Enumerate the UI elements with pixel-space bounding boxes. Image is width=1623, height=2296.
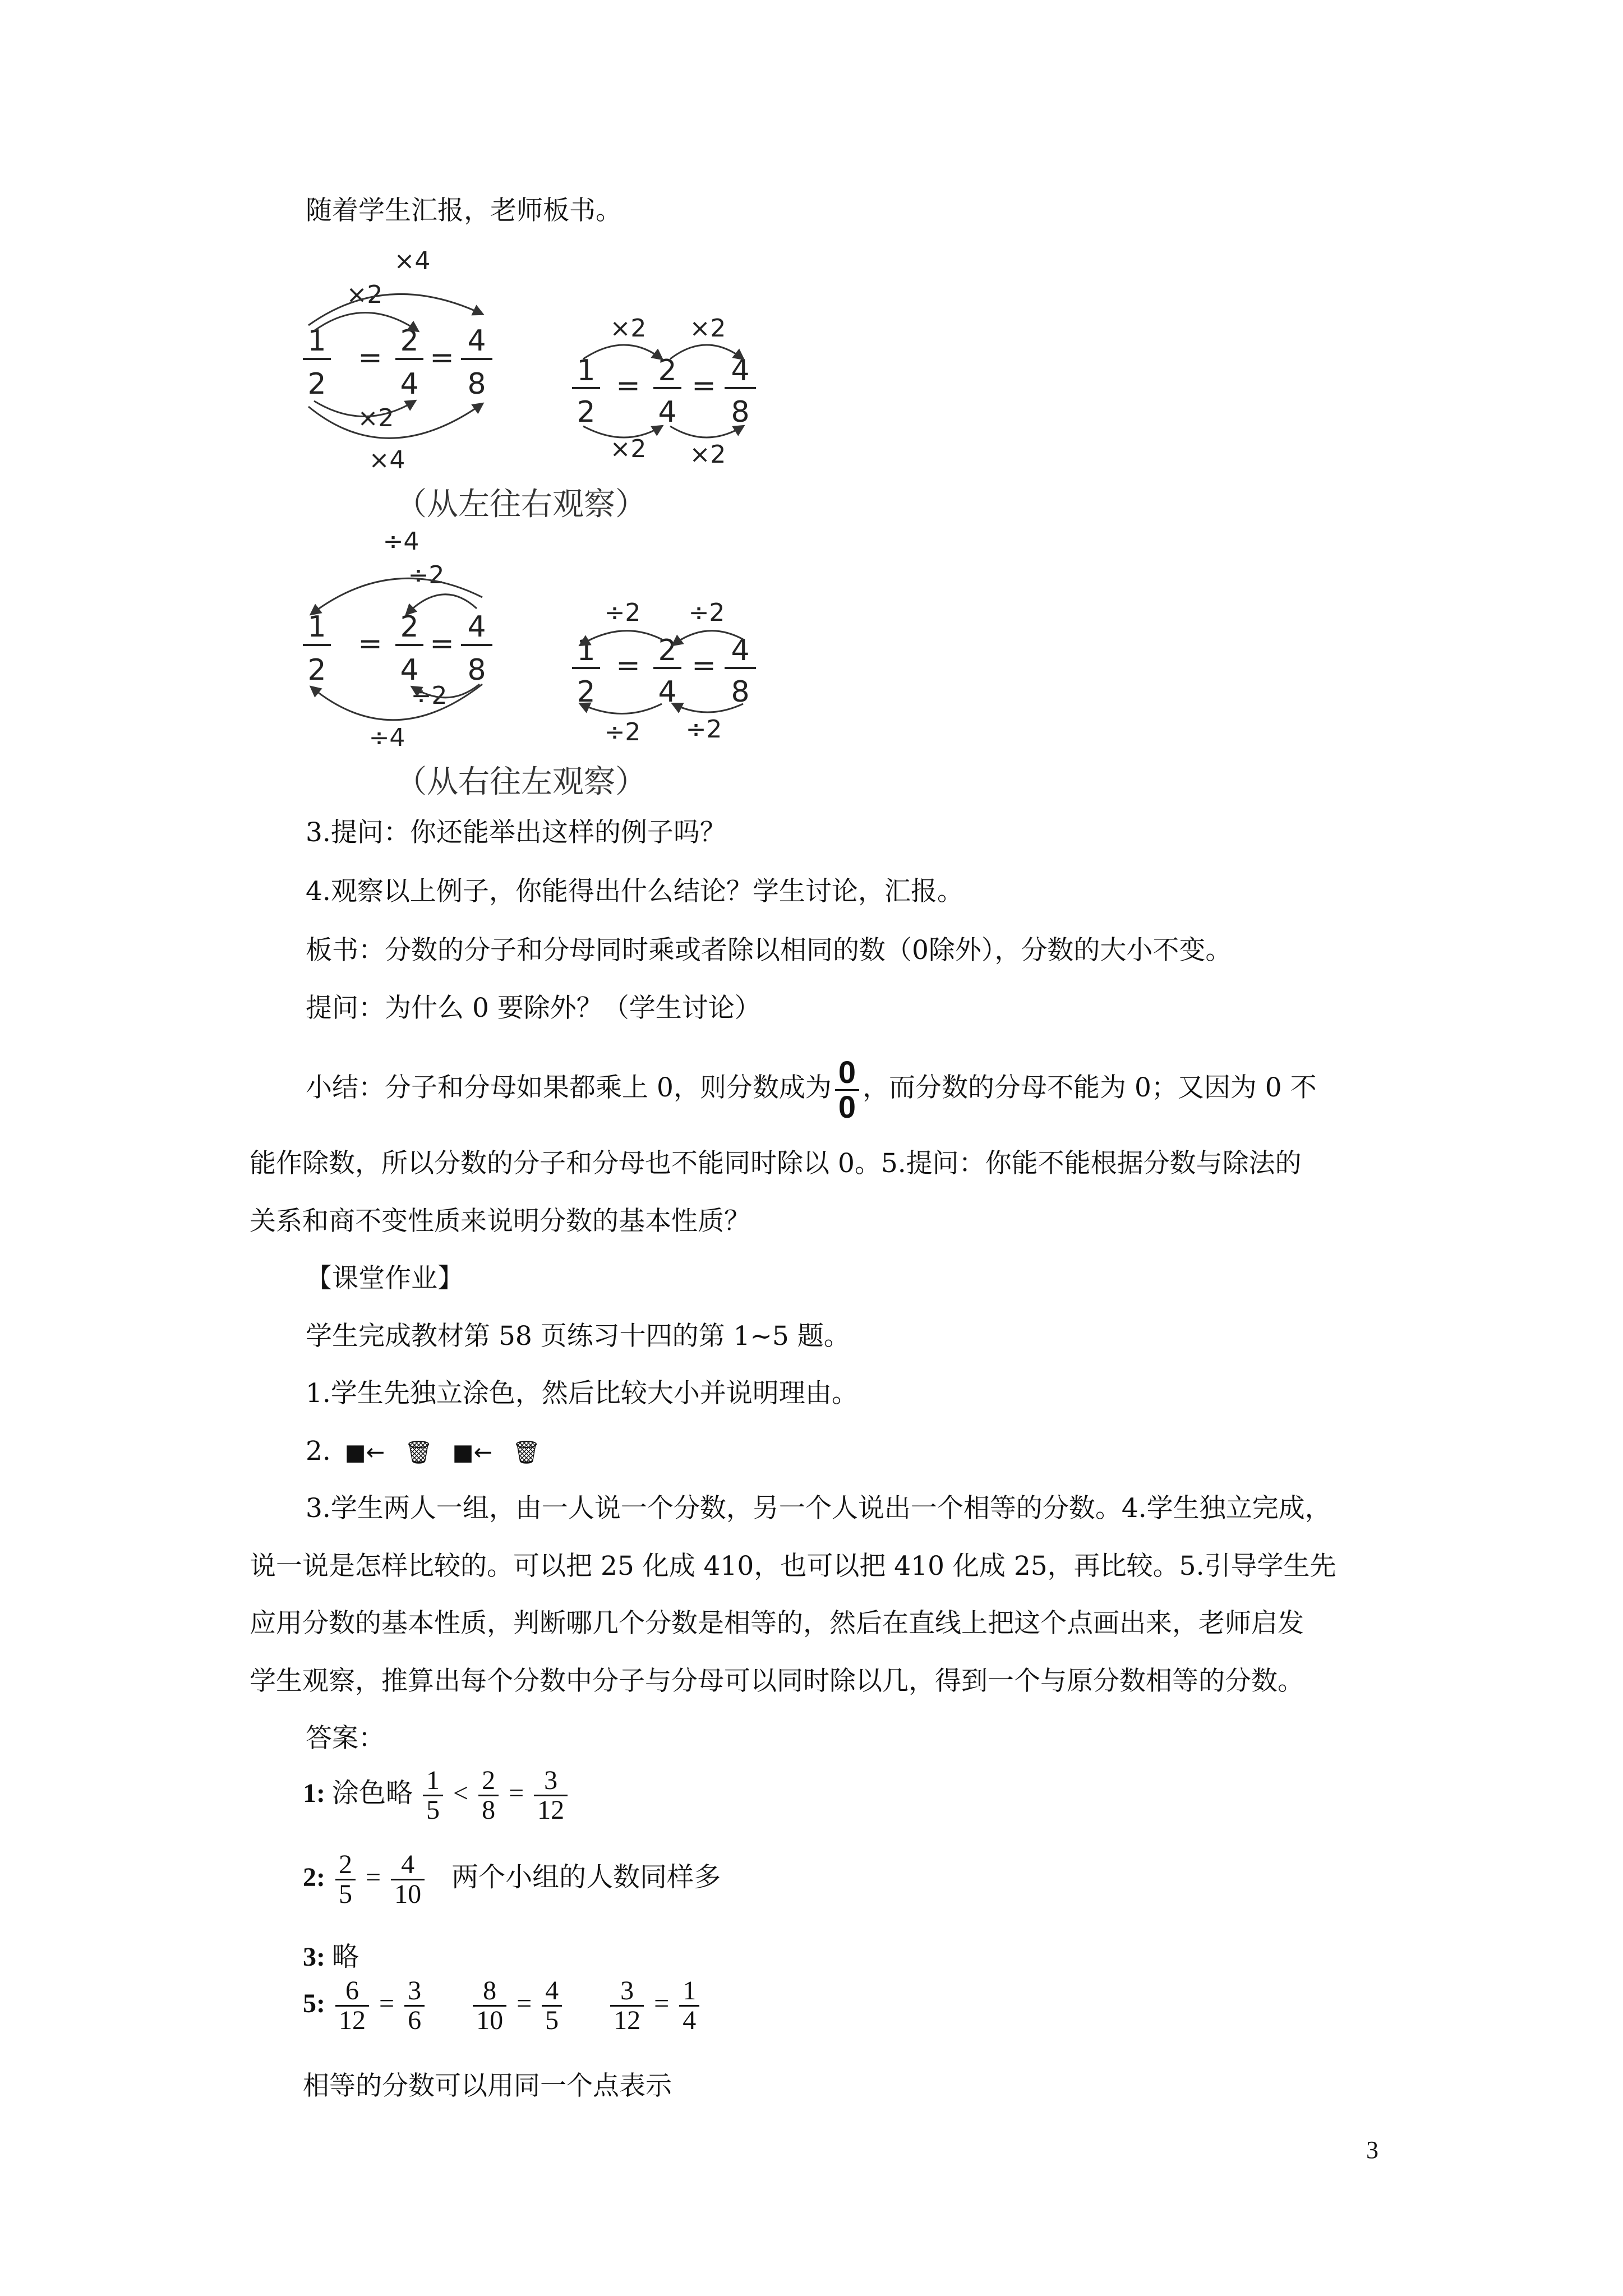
trash-icon-2: 🗑 <box>512 1440 541 1465</box>
divide-diagram <box>292 524 785 762</box>
label-c-top-div2: ÷2 <box>408 561 445 589</box>
frac-d2-num: 2 <box>658 634 677 667</box>
answer-1-frac-1 <box>423 1767 443 1825</box>
eq-b2: = <box>691 369 716 403</box>
frac-c1-num: 1 <box>307 610 326 644</box>
answer-5 <box>303 1977 703 2035</box>
label-d-bot-div2-1: ÷2 <box>604 718 641 746</box>
multiply-diagram-svg <box>292 247 785 482</box>
answer-1-frac-3 <box>534 1767 568 1825</box>
frac-b2-num: 2 <box>658 354 677 388</box>
divide-diagram-svg <box>292 524 785 760</box>
caption-right-to-left: （从右往左观察） <box>395 764 647 800</box>
board-writing: 板书：分数的分子和分母同时乘或者除以相同的数（0除外），分数的大小不变。 <box>306 935 1232 966</box>
answer-1-op-2: = <box>509 1778 524 1808</box>
numerator: 3 <box>404 1977 425 2007</box>
zero-numerator: 0 <box>835 1056 859 1091</box>
broken-image-icon-2: ■← <box>452 1440 493 1465</box>
why-question: 提问：为什么 0 要除外？（学生讨论） <box>306 993 761 1023</box>
answer-1-label: 1 <box>303 1778 316 1808</box>
denominator: 8 <box>482 1795 496 1825</box>
frac-a2-den: 4 <box>400 367 419 401</box>
frac-c2-num: 2 <box>400 610 419 644</box>
frac-d1-num: 1 <box>577 634 596 667</box>
numerator: 1 <box>423 1767 443 1796</box>
frac-c2-den: 4 <box>400 653 419 687</box>
summary-part-a: 小结：分子和分母如果都乘上 0，则分数成为 <box>306 1072 832 1103</box>
answer-2-frac-1 <box>335 1851 356 1909</box>
eq-c1: = <box>358 627 382 661</box>
trash-icon: 🗑 <box>404 1440 433 1465</box>
numerator: 3 <box>534 1767 568 1796</box>
answer-2-frac-2 <box>391 1851 425 1909</box>
denominator: 4 <box>683 2005 697 2036</box>
answer-5-pair-2-right <box>542 1977 562 2035</box>
page-number: 3 <box>1366 2136 1378 2164</box>
answer-5-pair-3-left <box>610 1977 644 2035</box>
question-4: 4.观察以上例子，你能得出什么结论？学生讨论，汇报。 <box>306 876 963 907</box>
answer-2-op: = <box>365 1862 381 1892</box>
answer-1-frac-2 <box>478 1767 499 1825</box>
closing-text: 相等的分数可以用同一个点表示 <box>303 2071 672 2101</box>
denominator: 6 <box>408 2005 422 2036</box>
homework-title: 【课堂作业】 <box>306 1263 464 1294</box>
homework-4-line-2: 说一说是怎样比较的。可以把 25 化成 410，也可以把 410 化成 25，再比较。5.引导学生先 <box>250 1551 1336 1582</box>
denominator: 5 <box>426 1795 440 1825</box>
frac-c3-den: 8 <box>467 653 486 687</box>
denominator: 5 <box>545 2005 559 2036</box>
numerator: 1 <box>679 1977 699 2007</box>
frac-b2-den: 4 <box>658 395 677 429</box>
answer-3-label: 3 <box>303 1942 316 1972</box>
question-3: 3.提问：你还能举出这样的例子吗？ <box>306 817 726 848</box>
eq-c2: = <box>430 627 454 661</box>
answer-1-op-1: < <box>453 1778 469 1808</box>
homework-2: 1.学生先独立涂色，然后比较大小并说明理由。 <box>306 1378 858 1409</box>
eq-d2: = <box>691 649 716 683</box>
answer-2 <box>303 1851 721 1909</box>
numerator: 2 <box>478 1767 499 1796</box>
frac-a3-num: 4 <box>467 324 486 358</box>
answer-5-op-1: = <box>379 1988 395 2018</box>
label-d-top-div2-1: ÷2 <box>604 598 641 627</box>
answer-5-op-2: = <box>517 1988 532 2018</box>
homework-4-line-4: 学生观察，推算出每个分数中分子与分母可以同时除以几，得到一个与原分数相等的分数。 <box>250 1666 1304 1696</box>
denominator: 10 <box>394 1879 422 1910</box>
frac-b3-num: 4 <box>731 354 750 388</box>
frac-b1-num: 1 <box>577 354 596 388</box>
answer-5-pair-1-right <box>404 1977 425 2035</box>
label-d-bot-div2-2: ÷2 <box>685 715 722 744</box>
eq-d1: = <box>616 649 640 683</box>
summary-line-1 <box>306 1049 1317 1127</box>
answer-2-text: 两个小组的人数同样多 <box>451 1862 721 1892</box>
zero-denominator: 0 <box>838 1089 856 1124</box>
label-a-bot-mul2: ×2 <box>357 404 394 432</box>
frac-b3-den: 8 <box>731 395 750 429</box>
summary-part-b: ，而分数的分母不能为 0；又因为 0 不 <box>863 1072 1317 1103</box>
numerator: 3 <box>610 1977 644 2007</box>
label-a-top-mul4: ×4 <box>394 247 431 275</box>
numerator: 8 <box>473 1977 506 2007</box>
answer-2-label: 2 <box>303 1862 316 1892</box>
label-c-bot-div4: ÷4 <box>368 723 405 752</box>
answer-5-label: 5 <box>303 1988 316 2018</box>
eq-a1: = <box>358 341 382 375</box>
frac-c3-num: 4 <box>467 610 486 644</box>
homework-1: 学生完成教材第 58 页练习十四的第 1~5 题。 <box>306 1321 850 1352</box>
intro-text: 随着学生汇报，老师板书。 <box>306 195 622 226</box>
frac-a2-num: 2 <box>400 324 419 358</box>
frac-a1-num: 1 <box>307 324 326 358</box>
answer-5-colon: : <box>316 1988 325 2018</box>
denominator: 12 <box>614 2005 641 2036</box>
label-b-bot-mul2-2: ×2 <box>689 440 726 469</box>
zero-over-zero-fraction <box>835 1056 859 1124</box>
answer-1 <box>303 1767 571 1825</box>
answer-3-colon: : <box>316 1942 325 1972</box>
homework-4-line-3: 应用分数的基本性质，判断哪几个分数是相等的，然后在直线上把这个点画出来，老师启发 <box>250 1608 1304 1639</box>
answer-3 <box>303 1935 359 1974</box>
numerator: 6 <box>335 1977 369 2007</box>
broken-image-icon: ■← <box>344 1440 385 1465</box>
numerator: 4 <box>391 1851 425 1880</box>
answer-1-text: 涂色略 <box>331 1778 413 1808</box>
answer-2-colon: : <box>316 1862 325 1892</box>
frac-d3-num: 4 <box>731 634 750 667</box>
homework-3 <box>306 1435 546 1469</box>
summary-line-2: 能作除数，所以分数的分子和分母也不能同时除以 0。5.提问：你能不能根据分数与除法的 <box>250 1148 1302 1179</box>
eq-a2: = <box>430 341 454 375</box>
frac-c1-den: 2 <box>307 653 326 687</box>
denominator: 12 <box>338 2005 366 2036</box>
label-a-bot-mul4: ×4 <box>368 446 405 474</box>
label-b-top-mul2-2: ×2 <box>689 314 726 343</box>
label-c-bot-div2: ÷2 <box>411 681 448 710</box>
homework-3-label: 2. <box>306 1436 331 1467</box>
answer-3-text: 略 <box>331 1942 359 1972</box>
answer-5-pair-2-left <box>473 1977 506 2035</box>
eq-b1: = <box>616 369 640 403</box>
caption-left-to-right: （从左往右观察） <box>395 486 647 523</box>
frac-b1-den: 2 <box>577 395 596 429</box>
answer-1-colon: : <box>316 1778 325 1808</box>
frac-d1-den: 2 <box>577 675 596 709</box>
frac-d3-den: 8 <box>731 675 750 709</box>
denominator: 10 <box>476 2005 504 2036</box>
numerator: 4 <box>542 1977 562 2007</box>
label-c-top-div4: ÷4 <box>382 527 419 556</box>
denominator: 12 <box>537 1795 565 1825</box>
frac-a3-den: 8 <box>467 367 486 401</box>
answer-5-op-3: = <box>654 1988 670 2018</box>
numerator: 2 <box>335 1851 356 1880</box>
homework-4-line-1: 3.学生两人一组，由一人说一个分数，另一个人说出一个相等的分数。4.学生独立完成， <box>306 1493 1331 1524</box>
label-b-bot-mul2-1: ×2 <box>610 435 647 463</box>
label-d-top-div2-2: ÷2 <box>688 598 725 627</box>
multiply-diagram <box>292 247 785 485</box>
label-a-top-mul2: ×2 <box>346 280 383 309</box>
label-b-top-mul2-1: ×2 <box>610 314 647 343</box>
summary-line-3: 关系和商不变性质来说明分数的基本性质？ <box>250 1206 750 1237</box>
answer-title: 答案： <box>306 1723 385 1754</box>
frac-a1-den: 2 <box>307 367 326 401</box>
frac-d2-den: 4 <box>658 675 677 709</box>
denominator: 5 <box>338 1879 352 1910</box>
answer-5-pair-3-right <box>679 1977 699 2035</box>
answer-5-pair-1-left <box>335 1977 369 2035</box>
